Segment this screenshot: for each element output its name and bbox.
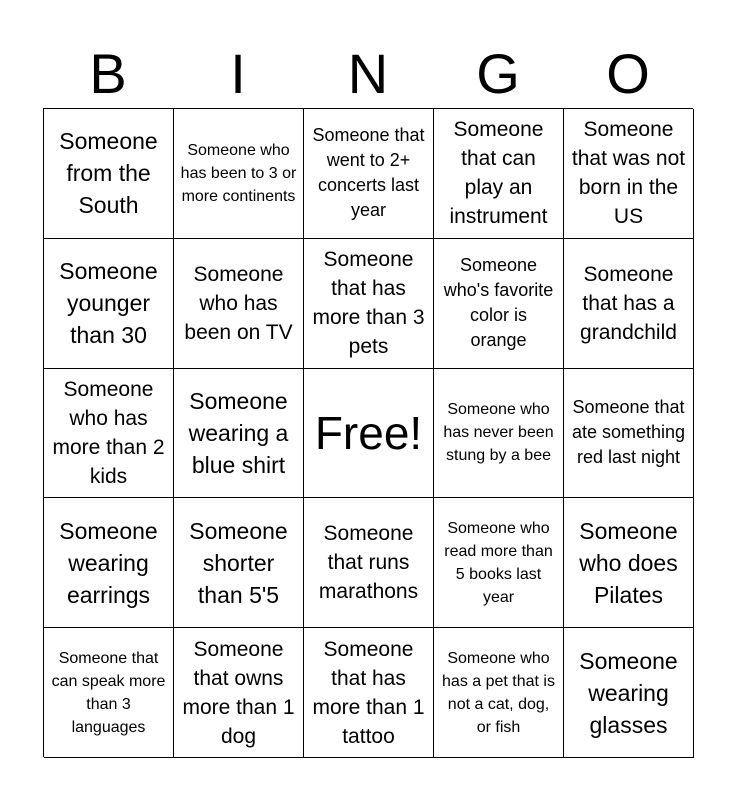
cell-text: Someone that runs marathons (318, 522, 419, 604)
cell-text: Someone who has never been stung by a bee (443, 401, 554, 465)
bingo-cell[interactable] (174, 498, 304, 628)
bingo-cell[interactable] (564, 628, 694, 758)
cell-text: Someone that can speak more than 3 languages (51, 649, 166, 736)
cell-text: Someone who's favorite color is orange (443, 255, 554, 351)
cell-text: Someone who has been on TV (184, 262, 293, 344)
bingo-cell[interactable] (304, 628, 434, 758)
cell-text: Someone that owns more than 1 dog (182, 637, 295, 748)
cell-text: Someone that ate something red last night (571, 397, 686, 468)
bingo-cell[interactable] (174, 628, 304, 758)
header-letter-i: I (230, 42, 246, 105)
bingo-cell[interactable] (434, 498, 564, 628)
cell-text: Someone that has more than 1 tattoo (312, 637, 425, 748)
cell-text: Someone from the South (59, 128, 158, 219)
bingo-cell[interactable] (434, 369, 564, 499)
cell-text: Someone who has more than 2 kids (52, 377, 165, 488)
header-letter-o: O (606, 42, 650, 105)
bingo-header (43, 40, 693, 108)
cell-text: Someone that has more than 3 pets (312, 248, 425, 359)
bingo-cell[interactable] (304, 498, 434, 628)
bingo-cell[interactable] (174, 109, 304, 239)
cell-text: Someone that went to 2+ concerts last year (312, 125, 425, 221)
cell-text: Someone wearing glasses (579, 647, 678, 738)
bingo-cell[interactable] (564, 498, 694, 628)
bingo-cell[interactable] (174, 239, 304, 369)
bingo-cell[interactable] (304, 239, 434, 369)
bingo-cell[interactable] (44, 109, 174, 239)
bingo-cell[interactable] (434, 239, 564, 369)
bingo-cell[interactable] (44, 498, 174, 628)
bingo-cell[interactable] (434, 628, 564, 758)
cell-text: Someone that was not born in the US (571, 118, 686, 229)
cell-text: Someone wearing a blue shirt (188, 387, 289, 478)
free-space-text: Free! (314, 406, 423, 459)
bingo-cell[interactable] (564, 239, 694, 369)
bingo-cell[interactable] (44, 239, 174, 369)
cell-text: Someone who has been to 3 or more continents (180, 141, 297, 205)
free-space-cell[interactable] (304, 369, 434, 499)
cell-text: Someone shorter than 5'5 (189, 517, 288, 608)
cell-text: Someone wearing earrings (59, 517, 158, 608)
header-letter-g: G (476, 42, 520, 105)
cell-text: Someone who has a pet that is not a cat, dog, or fish (442, 649, 555, 736)
bingo-cell[interactable] (564, 369, 694, 499)
header-letter-b: B (89, 42, 127, 105)
cell-text: Someone who read more than 5 books last year (444, 519, 553, 606)
bingo-cell[interactable] (44, 369, 174, 499)
bingo-cell[interactable] (304, 109, 434, 239)
cell-text: Someone that has a grandchild (580, 262, 677, 344)
bingo-cell[interactable] (44, 628, 174, 758)
bingo-cell[interactable] (564, 109, 694, 239)
cell-text: Someone that can play an instrument (449, 118, 548, 229)
cell-text: Someone younger than 30 (59, 258, 158, 349)
cell-text: Someone who does Pilates (579, 517, 678, 608)
bingo-cell[interactable] (174, 369, 304, 499)
header-letter-n: N (347, 42, 389, 105)
bingo-board (43, 108, 693, 757)
bingo-cell[interactable] (434, 109, 564, 239)
